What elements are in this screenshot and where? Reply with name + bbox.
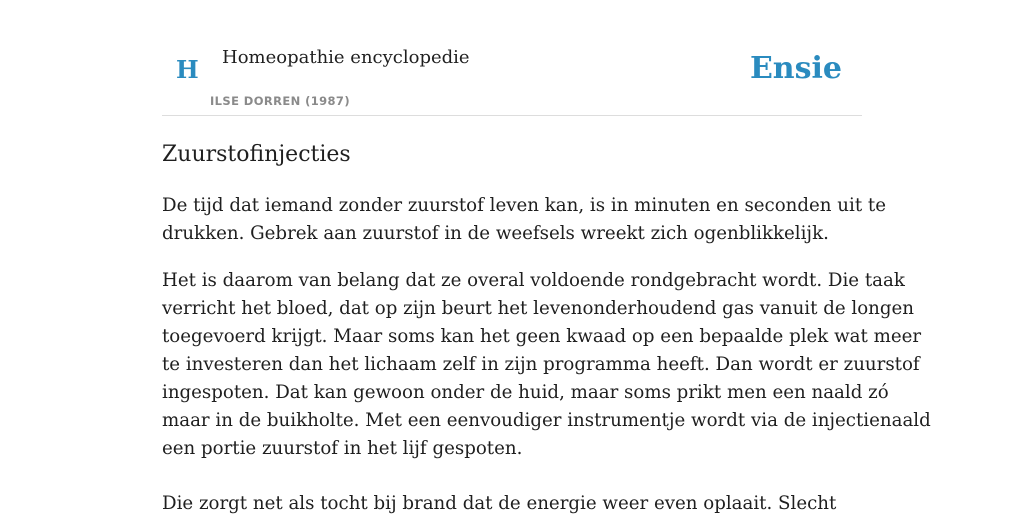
paragraph-line: drukken. Gebrek aan zuurstof in de weefsels wreekt zich ogenblikkelijk. bbox=[162, 223, 829, 244]
paragraph-line: Het is daarom van belang dat ze overal voldoende rondgebracht wordt. Die taak bbox=[162, 270, 905, 291]
article-title: Zuurstofinjecties bbox=[162, 142, 351, 167]
article-paragraph-3 bbox=[162, 490, 862, 518]
paragraph-line: te investeren dan het lichaam zelf in zijn programma heeft. Dan wordt er zuurstof bbox=[162, 354, 920, 375]
page bbox=[162, 0, 931, 514]
paragraph-line: ingespoten. Dat kan gewoon onder de huid, maar soms prikt men een naald zó bbox=[162, 382, 889, 403]
paragraph-line: een portie zuurstof in het lijf gespoten. bbox=[162, 438, 523, 459]
book-letter-icon[interactable]: H bbox=[176, 55, 199, 84]
page-header bbox=[162, 0, 862, 116]
ensie-logo[interactable]: Ensie bbox=[749, 51, 842, 86]
article-paragraph-2 bbox=[162, 267, 931, 463]
article-paragraph-1 bbox=[162, 192, 886, 248]
paragraph-line: toegevoerd krijgt. Maar soms kan het geen kwaad op een bepaalde plek wat meer bbox=[162, 326, 922, 347]
paragraph-line: Die zorgt net als tocht bij brand dat de energie weer even oplaait. Slecht bbox=[162, 493, 837, 514]
paragraph-line: maar in de buikholte. Met een eenvoudiger instrumentje wordt via de injectienaald bbox=[162, 410, 931, 431]
paragraph-line: De tijd dat iemand zonder zuurstof leven kan, is in minuten en seconden uit te bbox=[162, 195, 886, 216]
paragraph-line: verricht het bloed, dat op zijn beurt het levenonderhoudend gas vanuit de longen bbox=[162, 298, 914, 319]
book-author: ILSE DORREN (1987) bbox=[210, 94, 350, 108]
book-title-link[interactable]: Homeopathie encyclopedie bbox=[222, 47, 470, 68]
